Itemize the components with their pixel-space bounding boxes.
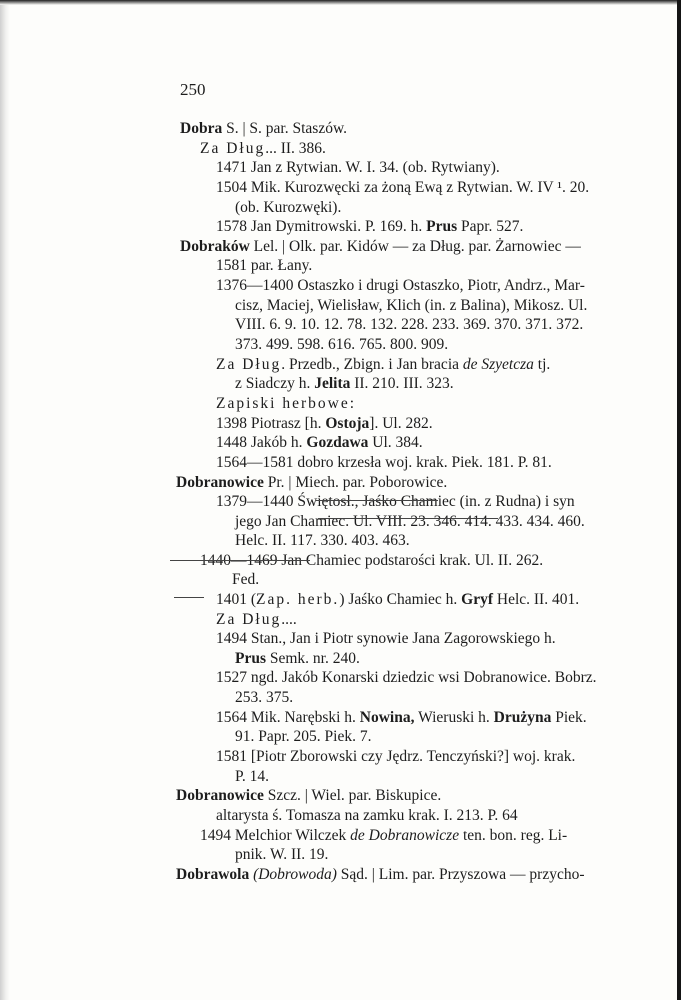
line-text: S. | S. par. Staszów. xyxy=(222,120,348,137)
line-text: 1494 Stan., Jan i Piotr synowie Jana Zagorowskiego h. xyxy=(216,630,556,647)
text-line xyxy=(216,178,589,198)
text-line xyxy=(200,139,326,159)
line-text: P. 14. xyxy=(235,768,270,785)
entry-heading: Jelita xyxy=(314,375,351,392)
line-text: ... II. 386. xyxy=(265,140,326,157)
text-line xyxy=(216,276,585,296)
text-line xyxy=(216,492,575,512)
line-text: pnik. W. II. 19. xyxy=(235,846,329,863)
text-line xyxy=(235,727,372,747)
pencil-mark xyxy=(318,518,498,519)
line-text: ten. bon. reg. Li- xyxy=(459,827,568,844)
text-line xyxy=(216,453,552,473)
line-text: 1448 Jakób h. xyxy=(216,434,307,451)
text-line xyxy=(176,865,585,885)
text-line xyxy=(216,394,356,414)
line-text: 1581 par. Łany. xyxy=(216,257,313,274)
line-text: .... xyxy=(281,611,297,628)
text-line xyxy=(180,237,581,257)
text-line xyxy=(235,688,293,708)
line-text: . Przedb., Zbign. i Jan bracia xyxy=(281,356,463,373)
entry-heading: Dobranowice xyxy=(176,787,264,804)
line-text: Helc. II. 401. xyxy=(493,591,580,608)
line-text: Piek. xyxy=(551,709,587,726)
text-line xyxy=(200,826,567,846)
pencil-mark xyxy=(174,597,204,598)
text-line xyxy=(235,198,341,218)
text-line xyxy=(216,806,518,826)
text-line xyxy=(235,845,328,865)
text-line xyxy=(216,610,297,630)
line-text: (ob. Kurozwęki). xyxy=(235,199,342,216)
line-text: Lel. | Olk. par. Kidów — za Dług. par. Żarnowiec — xyxy=(249,238,581,255)
line-text: Za Dług xyxy=(216,611,282,628)
line-text: Helc. II. 117. 330. 403. 463. xyxy=(235,532,410,549)
text-line xyxy=(216,747,575,767)
line-text: 1527 ngd. Jakób Konarski dziedzic wsi Dobranowice. Bobrz. xyxy=(216,669,597,686)
line-text: cisz, Maciej, Wielisław, Klich (in. z Balina), Mikosz. Ul. xyxy=(235,297,588,314)
line-text: 1504 Mik. Kurozwęcki za żoną Ewą z Rytwian. W. IV ¹. 20. xyxy=(216,179,590,196)
line-text: ]. Ul. 282. xyxy=(369,415,433,432)
line-text: Wieruski h. xyxy=(414,709,494,726)
line-text: jego Jan Chamiec. Ul. VIII. 23. 346. 414. 433. 434. 460. xyxy=(235,513,585,530)
text-line xyxy=(235,531,410,551)
entry-heading: Dobrawola xyxy=(176,866,250,883)
text-line xyxy=(200,551,543,571)
text-line xyxy=(235,315,583,335)
entry-heading: Dobraków xyxy=(180,238,250,255)
line-text: Zapiski herbowe: xyxy=(216,395,357,412)
text-line xyxy=(216,629,556,649)
entry-heading: Prus xyxy=(235,650,266,667)
line-text: Semk. nr. 240. xyxy=(266,650,360,667)
italic-term: (Dobrowoda) xyxy=(253,866,337,883)
line-text: 1379—1440 Świętosł., Jaśko Chamiec (in. z Rudna) i syn xyxy=(216,493,575,510)
entry-heading: Dobra xyxy=(180,120,223,137)
line-text: 91. Papr. 205. Piek. 7. xyxy=(235,728,372,745)
page-number: 250 xyxy=(180,80,206,99)
line-text: 1440—1469 Jan Chamiec podstarości krak. Ul. II. 262. xyxy=(200,552,544,569)
entry-heading: Gozdawa xyxy=(306,434,369,451)
italic-term: de Dobranowicze xyxy=(350,827,460,844)
text-line xyxy=(216,668,597,688)
text-line xyxy=(180,119,347,139)
pencil-mark xyxy=(170,560,310,561)
line-text: Ul. 384. xyxy=(368,434,423,451)
text-line xyxy=(216,217,523,237)
line-text: 1398 Piotrasz [h. xyxy=(216,415,326,432)
line-text: 1581 [Piotr Zborowski czy Jędrz. Tenczyński?] woj. krak. xyxy=(216,748,576,765)
line-text: tj. xyxy=(533,356,551,373)
text-line xyxy=(216,158,500,178)
text-line xyxy=(176,786,441,806)
line-text: Fed. xyxy=(232,571,260,588)
text-line xyxy=(216,433,423,453)
scan-edge-top xyxy=(0,0,681,5)
entry-heading: Ostoja xyxy=(325,415,370,432)
text-line xyxy=(235,374,454,394)
line-text: Za Dług xyxy=(216,356,282,373)
text-line xyxy=(216,414,433,434)
line-text: 1564—1581 dobro krzesła woj. krak. Piek. 181. P. 81. xyxy=(216,454,552,471)
italic-term: de Szyetcza xyxy=(462,356,534,373)
line-text: z Siadczy h. xyxy=(235,375,315,392)
line-text: 373. 499. 598. 616. 765. 800. 909. xyxy=(235,336,449,353)
text-line xyxy=(232,570,259,590)
text-line xyxy=(216,355,550,375)
text-line xyxy=(216,708,587,728)
text-line xyxy=(216,590,579,610)
text-line xyxy=(216,256,312,276)
line-text: altarysta ś. Tomasza na zamku krak. I. 213. P. 64 xyxy=(216,807,518,824)
scan-edge-right xyxy=(677,0,681,1000)
line-text: Sąd. | Lim. par. Przyszowa — przycho- xyxy=(336,866,585,883)
line-text: 1564 Mik. Narębski h. xyxy=(216,709,360,726)
entry-heading: Dobranowice xyxy=(176,474,264,491)
line-text: VIII. 6. 9. 10. 12. 78. 132. 228. 233. 369. 370. 371. 372. xyxy=(235,316,584,333)
entry-heading: Nowina, xyxy=(359,709,415,726)
line-text: 1578 Jan Dymitrowski. P. 169. h. xyxy=(216,218,427,235)
line-text: II. 210. III. 323. xyxy=(350,375,454,392)
entry-heading: Gryf xyxy=(461,591,493,608)
line-text: Zap. herb. xyxy=(256,591,340,608)
text-line xyxy=(235,296,587,316)
line-text: ) Jaśko Chamiec h. xyxy=(339,591,462,608)
text-line xyxy=(235,649,360,669)
line-text: 1376—1400 Ostaszko i drugi Ostaszko, Piotr, Andrz., Mar- xyxy=(216,277,585,294)
line-text: Szcz. | Wiel. par. Biskupice. xyxy=(263,787,442,804)
entry-heading: Prus xyxy=(426,218,458,235)
pencil-underline xyxy=(316,500,438,501)
line-text: 1494 Melchior Wilczek xyxy=(200,827,351,844)
entry-heading: Drużyna xyxy=(493,709,552,726)
line-text: 253. 375. xyxy=(235,689,294,706)
text-line xyxy=(235,512,585,532)
line-text: 1471 Jan z Rytwian. W. I. 34. (ob. Rytwiany). xyxy=(216,159,500,176)
line-text: 1401 ( xyxy=(216,591,257,608)
text-line xyxy=(235,335,448,355)
line-text: Papr. 527. xyxy=(457,218,524,235)
line-text: Za Dług xyxy=(200,140,266,157)
text-line xyxy=(235,767,269,787)
line-text: Pr. | Miech. par. Poborowice. xyxy=(263,474,448,491)
scan-edge-left xyxy=(0,0,10,1000)
text-line xyxy=(176,473,447,493)
